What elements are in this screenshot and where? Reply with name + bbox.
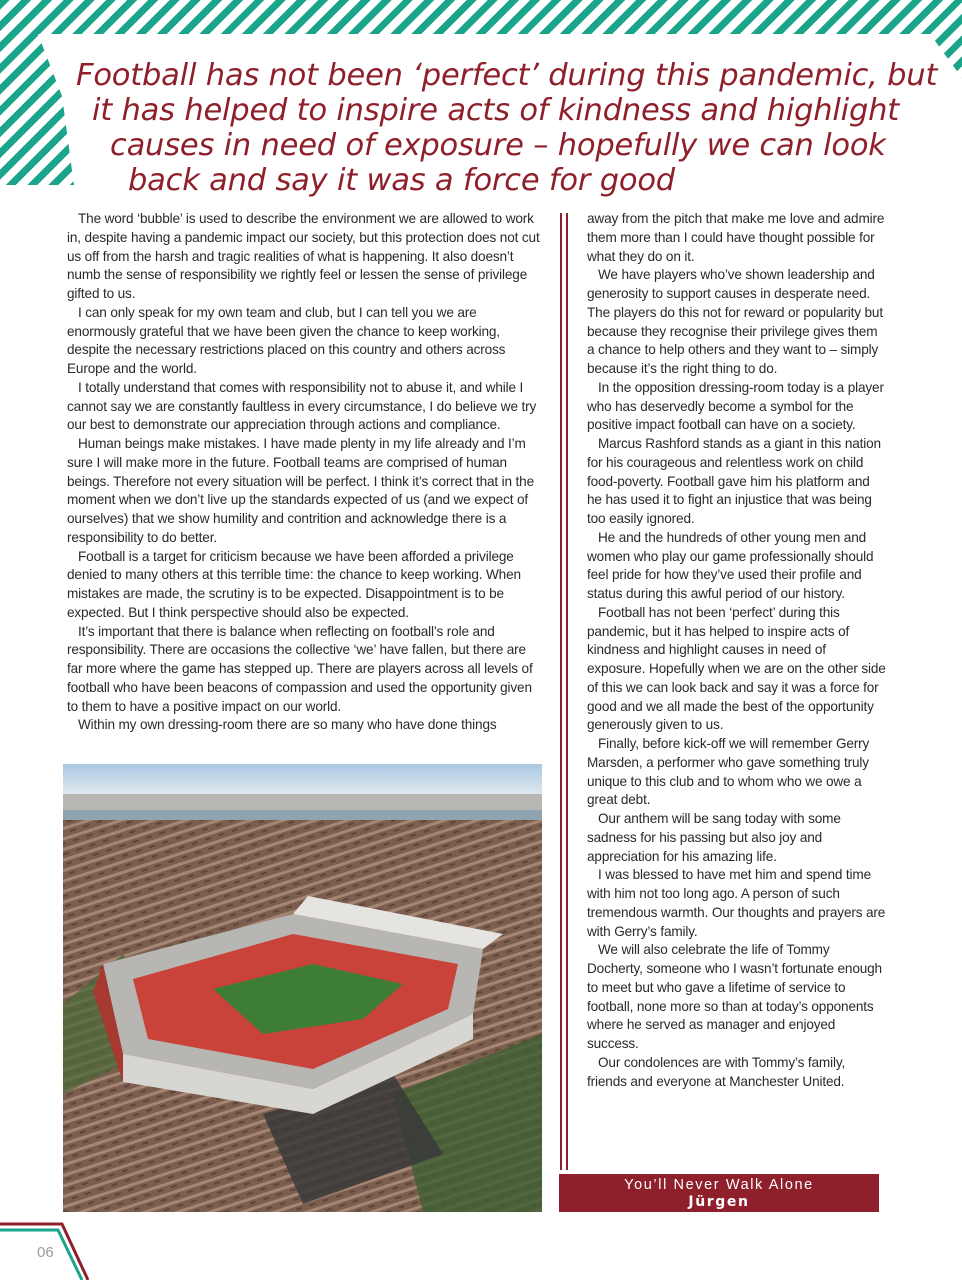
article-paragraph: Finally, before kick-off we will remember Gerry Marsden, a performer who gave something truly unique to this club and to whom who we owe a great debt. bbox=[587, 736, 870, 808]
pull-quote-line: Football has not been ‘perfect’ during this pandemic, but bbox=[76, 58, 938, 93]
pull-quote bbox=[70, 58, 950, 198]
signoff-box bbox=[559, 1174, 879, 1212]
pull-quote-line: back and say it was a force for good bbox=[128, 163, 675, 198]
article-paragraph: away from the pitch that make me love and admire them more than I could have thought possible for what they do on it. bbox=[587, 211, 885, 264]
page-number: 06 bbox=[37, 1244, 54, 1261]
article-right-column bbox=[587, 210, 887, 1091]
footer-stripe-decoration bbox=[0, 1218, 110, 1280]
article-paragraph: Football has not been ‘perfect’ during this pandemic, but it has helped to inspire acts of kindness and highlight causes in need of exposure. Hopefully when we are on the other side of this we can look back and say it was a force for good and we all made the best of the opportunity generously given to us. bbox=[587, 604, 886, 733]
article-paragraph: Our anthem will be sang today with some sadness for his passing but also joy and appreciation for his amazing life. bbox=[587, 811, 841, 864]
article-paragraph: I totally understand that comes with responsibility not to abuse it, and while I cannot say we are constantly faultless in every circumstance, I do believe we try our best to demonstrate our appreciation through actions and compliance. bbox=[67, 379, 537, 433]
signoff-motto: You’ll Never Walk Alone bbox=[624, 1177, 814, 1193]
article-paragraph: We will also celebrate the life of Tommy Docherty, someone who I wasn’t fortunate enough to meet but who gave a lifetime of service to football, none more so than at today’s opponents where he served as manager and enjoyed success. bbox=[587, 942, 882, 1051]
article-paragraph: It’s important that there is balance when reflecting on football’s role and responsibility. There are occasions the collective ‘we’ have fallen, but there are far more where the game has stepped up. There are players across all levels of football who have been beacons of compassion and used the opportunity given to them to have a positive impact on our world. bbox=[67, 623, 533, 714]
article-paragraph: In the opposition dressing-room today is a player who has deservedly become a symbol for the positive impact football can have on a society. bbox=[587, 379, 884, 433]
article-left-column bbox=[67, 210, 543, 735]
article-paragraph: He and the hundreds of other young men and women who play our game professionally should feel pride for how they’ve used their profile and status during this awful period of our history. bbox=[587, 529, 874, 601]
article-paragraph: Marcus Rashford stands as a giant in this nation for his courageous and relentless work on child food-poverty. Football gave him his platform and he has used it to fight an injustice that was being too easily ignored. bbox=[587, 436, 881, 526]
pull-quote-line: it has helped to inspire acts of kindness and highlight bbox=[92, 93, 899, 128]
signoff-name: Jürgen bbox=[688, 1194, 750, 1210]
article-paragraph: We have players who’ve shown leadership and generosity to support causes in desperate need. The players do this not for reward or popularity but because they recognise their privilege gives them a chance to help others and they want to – simply because it’s the right thing to do. bbox=[587, 267, 883, 376]
article-paragraph: Human beings make mistakes. I have made plenty in my life already and I’m sure I will make more in the future. Football teams are comprised of human beings. Therefore not every situation will be perfect. I think it’s correct that in the moment when we don’t live up the standards expected of us (and we expect of ourselves) that we show humility and contrition and acknowledge there is a responsibility to do better. bbox=[67, 436, 535, 545]
article-paragraph: Our condolences are with Tommy’s family, friends and everyone at Manchester United. bbox=[587, 1054, 846, 1089]
column-divider-line bbox=[560, 213, 562, 1170]
pull-quote-line: causes in need of exposure – hopefully we can look bbox=[110, 128, 886, 163]
article-paragraph: Football is a target for criticism because we have been afforded a privilege denied to many others at this terrible time: the chance to keep working. When mistakes are made, the scrutiny is to be expected. Disappointment is to be expected. But I think perspective should also be expected. bbox=[67, 548, 521, 620]
article-paragraph: Within my own dressing-room there are so many who have done things bbox=[78, 717, 497, 733]
aerial-stadium-photo bbox=[63, 764, 542, 1212]
article-paragraph: The word ‘bubble’ is used to describe the environment we are allowed to work in, despite having a pandemic impact our society, but this protection does not cut us off from the harsh and tragic realities of what is happening. It also doesn’t numb the sense of responsibility we rightly feel or lessen the sense of privilege gifted to us. bbox=[67, 211, 540, 301]
article-paragraph: I was blessed to have met him and spend time with him not too long ago. A person of such tremendous warmth. Our thoughts and prayers are with Gerry’s family. bbox=[587, 867, 886, 939]
article-paragraph: I can only speak for my own team and club, but I can tell you we are enormously grateful that we have been given the chance to keep working, despite the necessary restrictions placed on this country and others across Europe and the world. bbox=[67, 304, 506, 376]
column-divider-line bbox=[566, 213, 568, 1170]
